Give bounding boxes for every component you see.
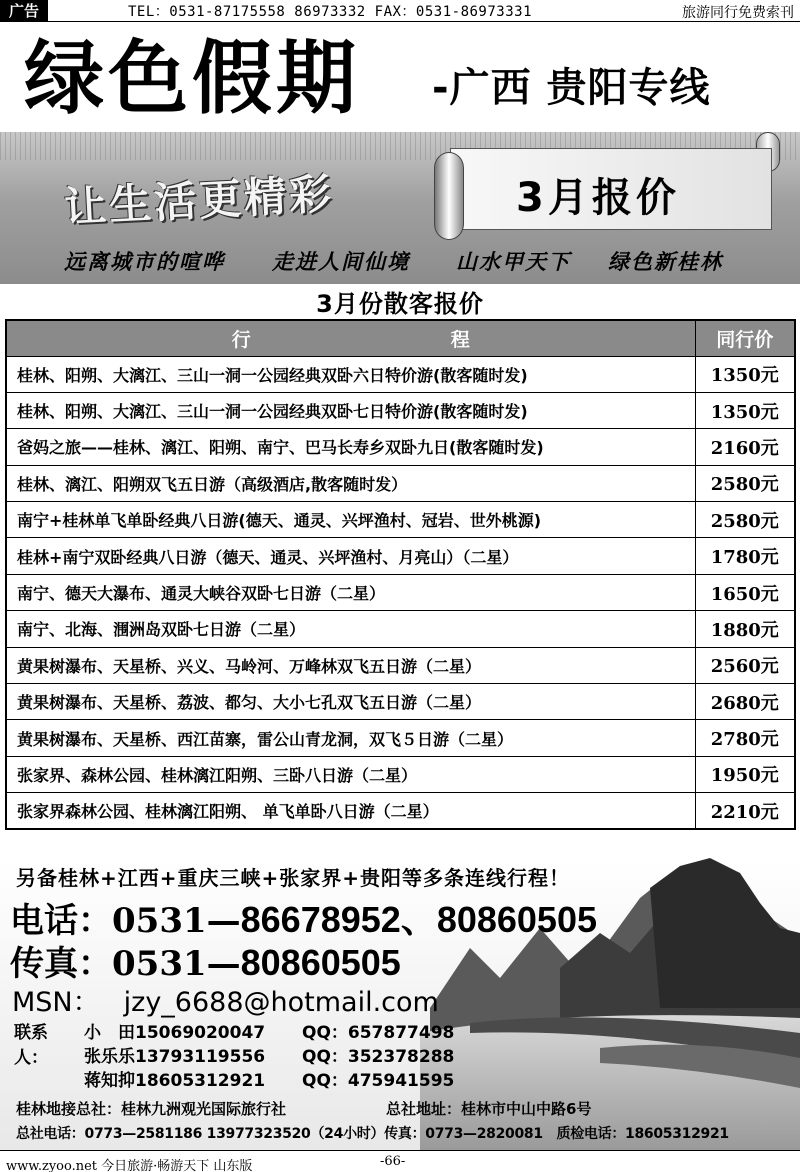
contact-section (0, 858, 800, 1150)
footer-site: www.zyoo.net 今日旅游·畅游天下 山东版 (6, 1159, 253, 1172)
price-cell: 2780元 (695, 720, 795, 756)
price-cell: 1950元 (695, 756, 795, 792)
tagline: 绿色新桂林 (608, 249, 723, 274)
fax-line (10, 936, 401, 985)
table-row (6, 429, 795, 465)
route-cell: 南宁、德天大瀑布、通灵大峡谷双卧七日游（二星） (6, 574, 695, 610)
route-cell: 爸妈之旅——桂林、漓江、阳朔、南宁、巴马长寿乡双卧九日(散客随时发) (6, 429, 695, 465)
phone-area-code: 0531— (112, 901, 241, 941)
top-bar (0, 0, 800, 22)
table-row (6, 538, 795, 574)
page-title: 绿色假期 (24, 31, 360, 125)
taglines (0, 244, 800, 280)
section-title: 3月份散客报价 (316, 290, 484, 318)
table-row (6, 756, 795, 792)
table-row (6, 793, 795, 829)
table-header-row (6, 320, 795, 356)
tagline: 山水甲天下 (456, 249, 571, 274)
fax-number: 80860505 (240, 942, 401, 983)
table-row (6, 647, 795, 683)
price-cell: 2580元 (695, 502, 795, 538)
price-cell: 2680元 (695, 684, 795, 720)
hq-phone-line: 总社电话：0773—2581186 13977323520（24小时）传真：0773—2820081 质检电话：18605312921 (16, 1126, 729, 1142)
phone-numbers: 86678952、80860505 (240, 899, 597, 940)
ad-tag: 广告 (0, 0, 48, 22)
table-row (6, 392, 795, 428)
route-cell: 桂林+南宁双卧经典八日游（德天、通灵、兴坪渔村、月亮山）（二星） (6, 538, 695, 574)
price-cell: 2210元 (695, 793, 795, 829)
page-footer (0, 1150, 800, 1172)
local-agency: 桂林地接总社：桂林九洲观光国际旅行社 (16, 1100, 287, 1118)
route-cell: 桂林、漓江、阳朔双飞五日游（高级酒店,散客随时发） (6, 465, 695, 501)
price-cell: 1350元 (695, 356, 795, 392)
table-row (6, 574, 795, 610)
table-row (6, 611, 795, 647)
tagline: 走进人间仙境 (272, 249, 410, 274)
msn-label: MSN： (12, 987, 100, 1018)
route-cell: 黄果树瀑布、天星桥、西江苗寨，雷公山青龙洞，双飞５日游（二星） (6, 720, 695, 756)
free-copy-note: 旅游同行免费索刊 (682, 5, 794, 21)
price-table (5, 319, 796, 830)
hq-address: 总社地址：桂林市中山中路6号 (386, 1100, 592, 1118)
route-cell: 张家界森林公园、桂林漓江阳朔、 单飞单卧八日游（二星） (6, 793, 695, 829)
msn-address[interactable]: jzy_6688@hotmail.com (123, 987, 439, 1018)
route-cell: 黄果树瀑布、天星桥、兴义、马岭河、万峰林双飞五日游（二星） (6, 647, 695, 683)
price-cell: 1350元 (695, 392, 795, 428)
contact-qq: QQ：475941595 (302, 1071, 455, 1091)
tagline: 远离城市的喧哗 (64, 249, 225, 274)
month-price-label: 3月报价 (516, 175, 680, 221)
contact-person: 小 田15069020047 (84, 1023, 266, 1043)
fax-area-code: 0531— (112, 944, 241, 984)
column-header-price: 同行价 (695, 320, 795, 356)
contact-qq: QQ：352378288 (302, 1047, 455, 1067)
page-subtitle: -广西 贵阳专线 (432, 65, 711, 111)
contact-person: 蒋知抑18605312921 (84, 1071, 266, 1091)
contact-persons-label: 联系人： (14, 1023, 48, 1068)
column-header-route: 行程 (6, 320, 695, 356)
contact-person: 张乐乐13793119556 (84, 1047, 266, 1067)
page-number: -66- (380, 1154, 406, 1169)
more-routes-note: 另备桂林+江西+重庆三峡+张家界+贵阳等多条连线行程！ (16, 866, 571, 890)
route-cell: 张家界、森林公园、桂林漓江阳朔、三卧八日游（二星） (6, 756, 695, 792)
price-cell: 2560元 (695, 647, 795, 683)
table-body (6, 356, 795, 829)
price-cell: 2160元 (695, 429, 795, 465)
msn-line (12, 980, 439, 1019)
table-row (6, 720, 795, 756)
phone-label: 电话： (10, 901, 112, 941)
agency-line (16, 1098, 592, 1119)
top-contact-numbers: TEL：0531-87175558 86973332 FAX：0531-86973331 (128, 4, 533, 20)
route-cell: 南宁、北海、涠洲岛双卧七日游（二星） (6, 611, 695, 647)
banner-slogan: 让生活更精彩 (63, 168, 336, 233)
route-cell: 南宁+桂林单飞单卧经典八日游(德天、通灵、兴坪渔村、冠岩、世外桃源) (6, 502, 695, 538)
table-row (6, 356, 795, 392)
route-cell: 黄果树瀑布、天星桥、荔波、都匀、大小七孔双飞五日游（二星） (6, 684, 695, 720)
price-cell: 1650元 (695, 574, 795, 610)
fax-label: 传真： (10, 944, 112, 984)
contact-qq: QQ：657877498 (302, 1023, 455, 1043)
route-cell: 桂林、阳朔、大漓江、三山一洞一公园经典双卧七日特价游(散客随时发) (6, 392, 695, 428)
price-cell: 1880元 (695, 611, 795, 647)
scroll-graphic (430, 132, 780, 238)
table-row (6, 684, 795, 720)
price-cell: 2580元 (695, 465, 795, 501)
price-cell: 1780元 (695, 538, 795, 574)
route-cell: 桂林、阳朔、大漓江、三山一洞一公园经典双卧六日特价游(散客随时发) (6, 356, 695, 392)
table-row (6, 502, 795, 538)
scroll-roll-left (434, 152, 464, 240)
table-row (6, 465, 795, 501)
